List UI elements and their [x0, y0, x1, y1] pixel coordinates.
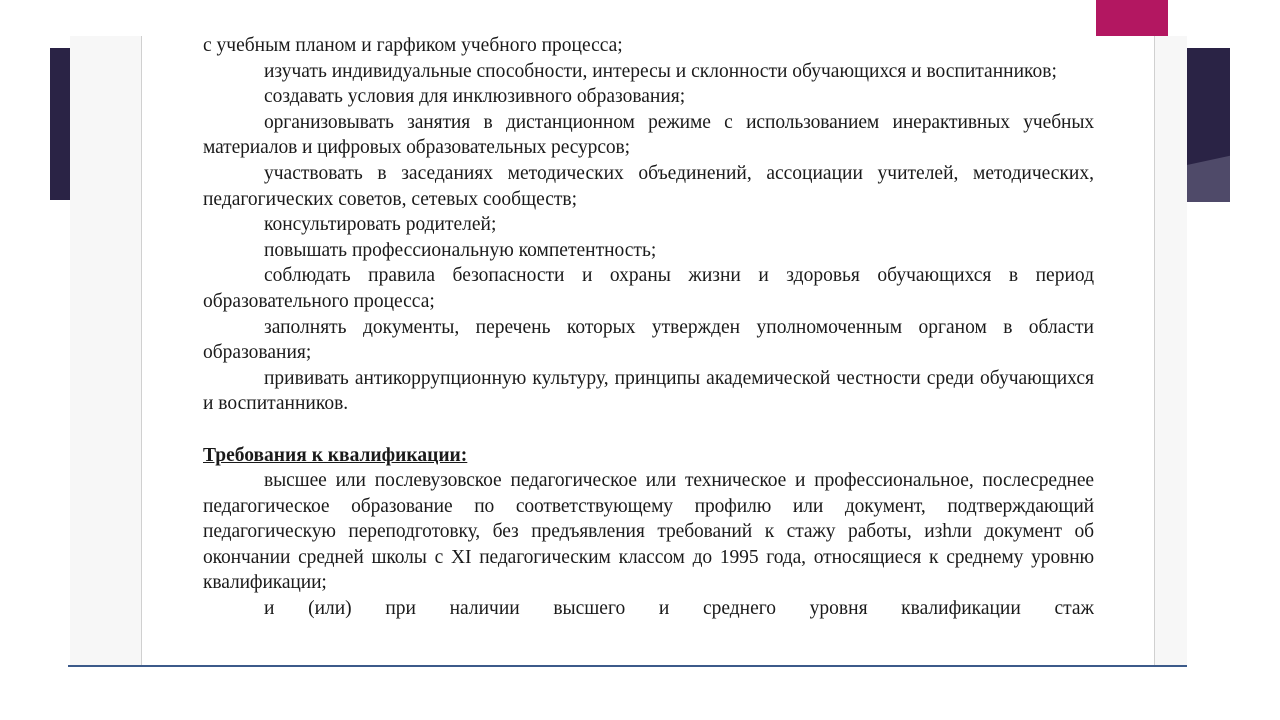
doc-paragraph-3: создавать условия для инклюзивного образования; [264, 86, 686, 108]
paragraph-gap [203, 417, 1094, 443]
qualification-heading: Требования к квалификации: [203, 444, 468, 466]
doc-paragraph-5: участвовать в заседаниях методических объединений, ассоциации учителей, методических, педагогических советов, сетевых сообществ; [203, 162, 1094, 210]
requirement-paragraph-1: высшее или послевузовское педагогическое или техническое и профессиональное, послесреднее педагогическое образование по соответствующему профилю или документ, подтверждающий педагогическую переподготовку, без предъявления требований к стажу работы, изhли документ об окончании средней школы с XI педагогическим классом до 1995 года, относящиеся к среднему уровню квалификации; [203, 470, 1094, 594]
document-text [203, 36, 1094, 622]
doc-paragraph-6: консультировать родителей; [264, 214, 497, 236]
doc-paragraph-10: прививать антикоррупционную культуру, принципы академической честности среди обучающихся и воспитанников. [203, 367, 1094, 415]
right-accent-stripe [1187, 48, 1230, 202]
top-accent-block [1096, 0, 1168, 36]
doc-paragraph-1: с учебным планом и гарфиком учебного процесса; [203, 36, 623, 56]
doc-paragraph-2: изучать индивидуальные способности, интересы и склонности обучающихся и воспитанников; [264, 60, 1057, 82]
doc-paragraph-9: заполнять документы, перечень которых утвержден уполномоченным органом в области образования; [203, 316, 1094, 364]
bottom-divider-line [68, 665, 1187, 667]
document-page [141, 36, 1155, 665]
left-accent-bar [50, 48, 70, 200]
doc-paragraph-8: соблюдать правила безопасности и охраны жизни и здоровья обучающихся в период образовательного процесса; [203, 265, 1094, 312]
right-accent-bar [1187, 48, 1230, 202]
doc-paragraph-7: повышать профессиональную компетентность; [264, 239, 657, 261]
doc-paragraph-4: организовывать занятия в дистанционном режиме с использованием инерактивных учебных материалов и цифровых образовательных ресурсов; [203, 111, 1094, 159]
requirement-paragraph-2: и (или) при наличии высшего и среднего уровня квалификации стаж [264, 598, 1094, 620]
